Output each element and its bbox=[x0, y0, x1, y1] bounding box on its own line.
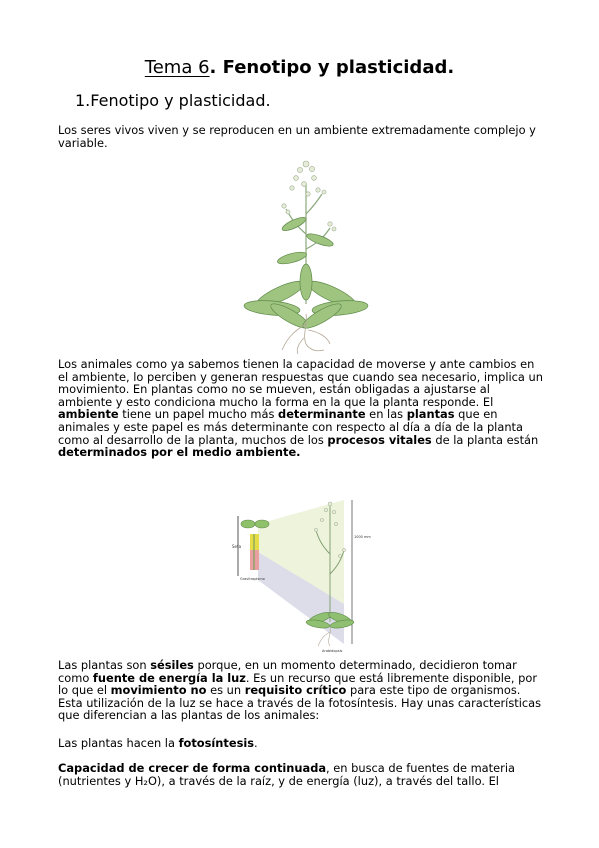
topic-title: . Fenotipo y plasticidad. bbox=[209, 57, 455, 78]
paragraph-sesiles: Las plantas son sésiles porque, en un momento determinado, decidieron tomar como fuente de energía la luz. Es un recurso que está libremente disponible, por lo que el movimiento no es un requisito crítico para este tipo de organismos. Esta utilización de la luz se hace a través de la fotosíntesis. Hay unas características que diferencian a las plantas de los animales: bbox=[58, 658, 542, 723]
paragraph-crecimiento: Capacidad de crecer de forma continuada, en busca de fuentes de materia (nutrientes y H₂O), a través de la raíz, y de energía (luz), a través del tallo. El bbox=[58, 761, 515, 788]
label-bottom: Gravitropismo bbox=[240, 577, 265, 581]
paragraph-ambiente: Los animales como ya sabemos tienen la capacidad de moverse y ante cambios en el ambiente, lo perciben y generan respuestas que cuando sea necesario, implica un movimiento. En plantas como no se mueven, están obligadas a ajustarse al ambiente y esto condiciona mucho la forma en la que la planta responde. El ambiente tiene un papel mucho más determinante en las plantas que en animales y este papel es más determinante con respecto al día a día de la planta como al desarrollo de la planta, muchos de los procesos vitales de la planta están determinados por el medio ambiente. bbox=[58, 357, 543, 460]
label-right: 1000 mm bbox=[354, 535, 371, 539]
intro-paragraph: Los seres vivos viven y se reproducen en un ambiente extremadamente complejo y variable. bbox=[58, 123, 536, 150]
section-heading bbox=[75, 91, 271, 110]
topic-number: Tema 6 bbox=[144, 57, 210, 78]
paragraph-fotosintesis: Las plantas hacen la fotosíntesis. bbox=[58, 736, 258, 750]
section-text: Fenotipo y plasticidad. bbox=[90, 91, 271, 110]
label-top: Seta bbox=[232, 544, 242, 549]
light-response-figure bbox=[226, 494, 371, 654]
arabidopsis-plant-illustration bbox=[244, 154, 368, 356]
figure-caption: Arabidopsis bbox=[322, 649, 343, 653]
section-number: 1. bbox=[75, 91, 91, 110]
page-title bbox=[0, 57, 599, 78]
